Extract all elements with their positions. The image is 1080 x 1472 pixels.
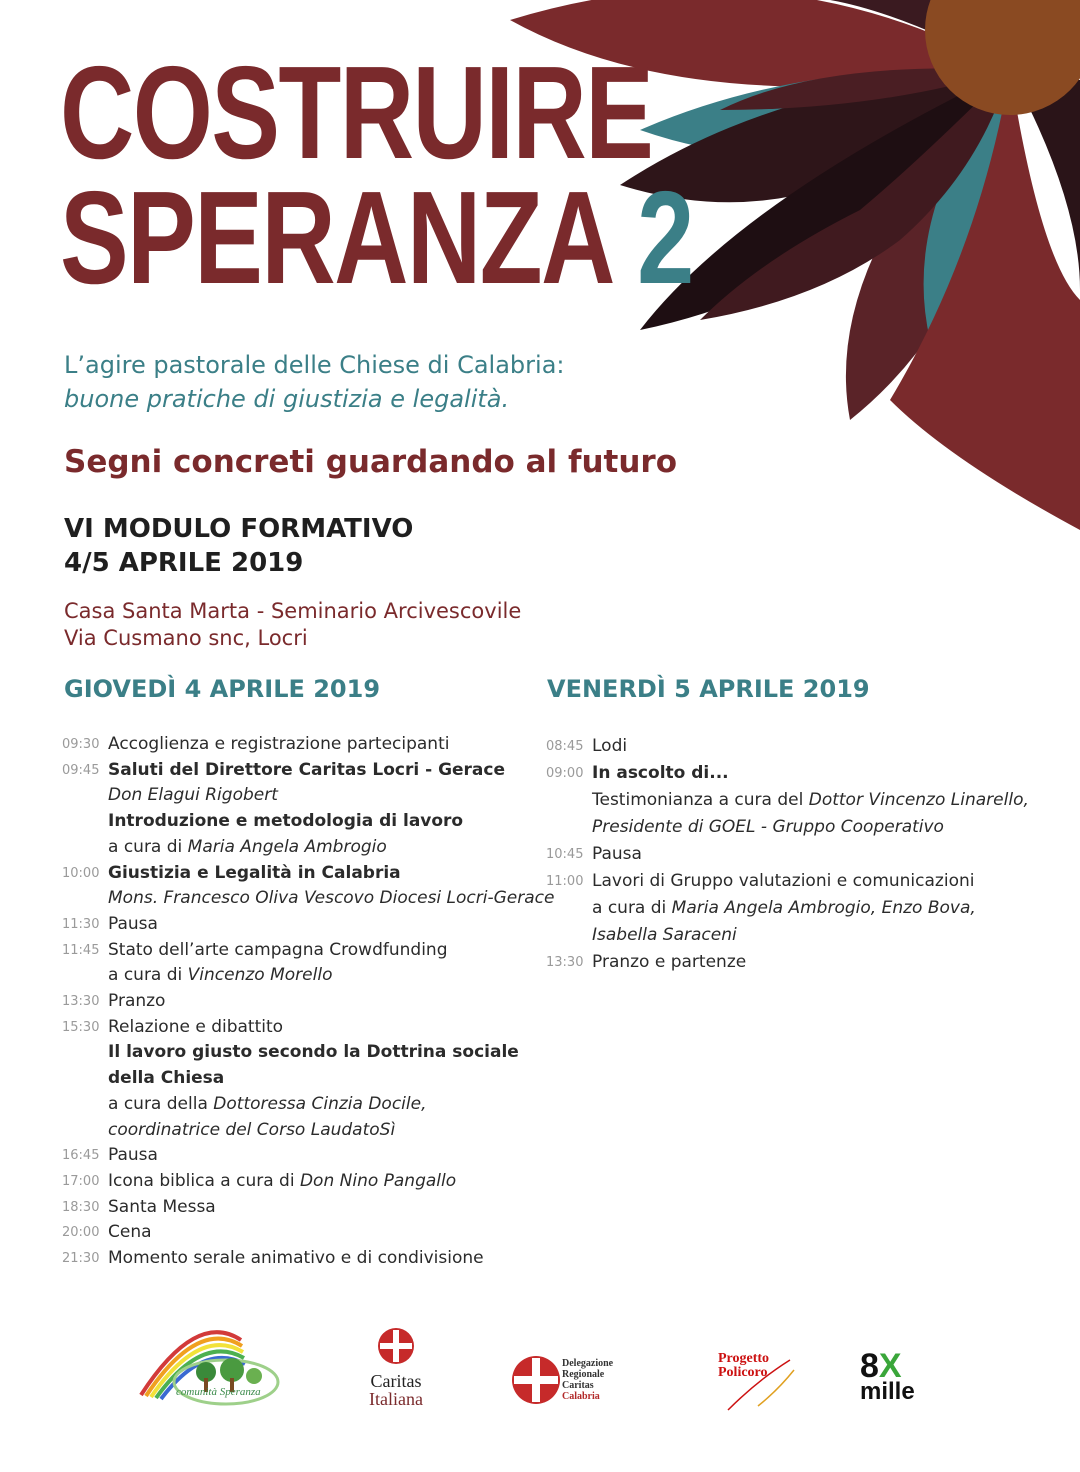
caritas-line-1: Caritas (370, 1371, 422, 1391)
schedule-row (62, 989, 532, 1015)
schedule-row (62, 1169, 532, 1195)
schedule-speaker: coordinatrice del Corso LaudatoSì (108, 1119, 396, 1140)
schedule-row (546, 733, 1046, 760)
schedule-row (546, 949, 1046, 976)
schedule-text: Introduzione e metodologia di lavoro (108, 811, 464, 832)
venue (64, 598, 521, 652)
module-dates: 4/5 APRILE 2019 (64, 548, 304, 578)
schedule-row (546, 895, 1046, 922)
tagline: Segni concreti guardando al futuro (64, 444, 677, 480)
otto: 8 (860, 1347, 879, 1385)
schedule-text: Momento serale animativo e di condivisione (108, 1248, 484, 1269)
schedule-row (62, 758, 532, 784)
schedule-prefix: a cura di (108, 836, 188, 857)
subtitle-line-2: buone pratiche di giustizia e legalità. (64, 385, 510, 413)
delegazione-line-1: Delegazione (562, 1358, 614, 1369)
schedule-text: Pranzo (108, 991, 166, 1012)
logo-caritas-italiana (356, 1320, 436, 1420)
delegazione-text (562, 1358, 613, 1402)
schedule-row (62, 835, 532, 861)
day1-heading: GIOVEDÌ 4 APRILE 2019 (64, 675, 381, 703)
schedule-text: Lodi (592, 736, 628, 756)
sponsor-logos (0, 1320, 1080, 1430)
schedule-speaker: Dottoressa Cinzia Docile, (213, 1093, 427, 1114)
schedule-time: 09:45 (62, 762, 100, 778)
ottoxmille-mille: mille (860, 1378, 915, 1405)
schedule-time: 11:30 (62, 916, 100, 932)
title-line-1: COSTRUIRE (60, 39, 653, 186)
caritas-line-2: Italiana (369, 1389, 423, 1409)
schedule-text: Pausa (592, 844, 642, 864)
schedule-row (62, 1066, 532, 1092)
schedule-time: 21:30 (62, 1251, 100, 1267)
logo-delegazione-caritas-calabria (508, 1320, 648, 1420)
title-number: 2 (637, 164, 693, 311)
caritas-calabria-cross-icon (508, 1346, 564, 1416)
schedule-prefix: Icona biblica a cura di (108, 1170, 300, 1191)
schedule-text: Pausa (108, 913, 158, 934)
module-info (64, 512, 413, 580)
schedule-row (62, 1246, 532, 1272)
schedule-row (62, 1195, 532, 1221)
schedule-text: Giustizia e Legalità in Calabria (108, 862, 401, 883)
schedule-row (62, 809, 532, 835)
schedule-time: 15:30 (62, 1019, 100, 1035)
schedule-prefix: Testimonianza a cura del (592, 790, 809, 810)
schedule-speaker: Don Elagui Rigobert (108, 785, 278, 806)
ottoxmille-x: X (878, 1347, 902, 1385)
schedule-prefix: a cura di (592, 898, 672, 918)
schedule-prefix: a cura di (108, 965, 188, 986)
schedule-row (546, 868, 1046, 895)
schedule-row (62, 861, 532, 887)
schedule-row (62, 1015, 532, 1041)
schedule-row (62, 1092, 532, 1118)
schedule-time: 09:00 (546, 766, 584, 781)
schedule-time: 13:30 (546, 955, 584, 970)
schedule-text: Cena (108, 1222, 152, 1243)
schedule-row (62, 938, 532, 964)
day2-heading: VENERDÌ 5 APRILE 2019 (547, 675, 870, 703)
schedule-time: 17:00 (62, 1173, 100, 1189)
policoro-line-2: Policoro (718, 1365, 768, 1380)
policoro-line-1: Progetto (718, 1351, 770, 1366)
schedule-speaker: Maria Angela Ambrogio (187, 836, 387, 857)
schedule-speaker: Maria Angela Ambrogio, Enzo Bova, (671, 898, 976, 918)
venue-address: Via Cusmano snc, Locri (64, 626, 308, 650)
schedule-time: 18:30 (62, 1199, 100, 1215)
schedule-row (62, 783, 532, 809)
delegazione-line-2: Regionale (562, 1369, 605, 1380)
subtitle (64, 348, 564, 416)
schedule-row (62, 1143, 532, 1169)
schedule-text: Saluti del Direttore Caritas Locri - Gerace (108, 759, 506, 780)
delegazione-line-4: Calabria (562, 1391, 600, 1402)
comunita-label: comunità Speranza (176, 1386, 261, 1398)
caritas-name (356, 1372, 436, 1408)
title-line-2 (60, 164, 693, 311)
schedule-time: 20:00 (62, 1225, 100, 1241)
schedule-text: della Chiesa (108, 1068, 225, 1089)
schedule-text: Relazione e dibattito (108, 1016, 284, 1037)
schedule-time: 13:30 (62, 994, 100, 1010)
schedule-time: 10:45 (546, 847, 584, 862)
schedule-row (62, 1040, 532, 1066)
schedule-speaker: Mons. Francesco Oliva Vescovo Diocesi Locri-Gerace (108, 888, 555, 909)
schedule-time: 16:45 (62, 1148, 100, 1164)
schedule-row (62, 1220, 532, 1246)
schedule-row (62, 886, 555, 912)
title-word-speranza: SPERANZA (60, 164, 611, 311)
schedule-time: 11:00 (546, 874, 584, 889)
schedule-row (546, 760, 1046, 787)
schedule-row (546, 841, 1046, 868)
schedule-speaker: Don Nino Pangallo (299, 1170, 457, 1191)
policoro-text (718, 1352, 769, 1380)
logo-comunita-speranza (136, 1320, 286, 1420)
schedule-text: In ascolto di... (592, 763, 729, 783)
schedule-time: 08:45 (546, 739, 584, 754)
delegazione-line-3: Caritas (562, 1380, 594, 1391)
schedule-speaker: Presidente di GOEL - Gruppo Cooperativo (592, 817, 944, 837)
schedule-time: 09:30 (62, 737, 100, 752)
schedule-text: Pausa (108, 1145, 158, 1166)
schedule-row (546, 814, 1046, 841)
schedule-row (62, 732, 532, 758)
schedule-text: Accoglienza e registrazione partecipanti (108, 734, 450, 754)
schedule-text: Santa Messa (108, 1196, 216, 1217)
schedule-text: Il lavoro giusto secondo la Dottrina sociale (108, 1042, 519, 1063)
schedule-time: 11:45 (62, 942, 100, 958)
schedule-text: Stato dell’arte campagna Crowdfunding (108, 939, 448, 960)
schedule-speaker: Isabella Saraceni (592, 925, 737, 945)
page-title (60, 39, 693, 311)
module-name: VI MODULO FORMATIVO (64, 514, 414, 544)
subtitle-line-1: L’agire pastorale delle Chiese di Calabria: (64, 351, 565, 379)
schedule-text: Pranzo e partenze (592, 952, 747, 972)
day2-schedule (546, 733, 1046, 976)
schedule-row (546, 922, 1046, 949)
logo-8xmille (860, 1320, 940, 1420)
schedule-row (62, 1118, 532, 1144)
caritas-cross-icon (356, 1320, 436, 1372)
schedule-time: 10:00 (62, 865, 100, 881)
schedule-row (546, 787, 1046, 814)
schedule-row (62, 912, 532, 938)
venue-name: Casa Santa Marta - Seminario Arcivescovile (64, 599, 522, 623)
schedule-text: Lavori di Gruppo valutazioni e comunicazioni (592, 871, 975, 891)
schedule-speaker: Dottor Vincenzo Linarello, (808, 790, 1029, 810)
schedule-row (62, 963, 532, 989)
schedule-speaker: Vincenzo Morello (187, 965, 333, 986)
day1-schedule (62, 732, 555, 1272)
logo-progetto-policoro (718, 1320, 818, 1420)
schedule-prefix: a cura della (108, 1093, 214, 1114)
